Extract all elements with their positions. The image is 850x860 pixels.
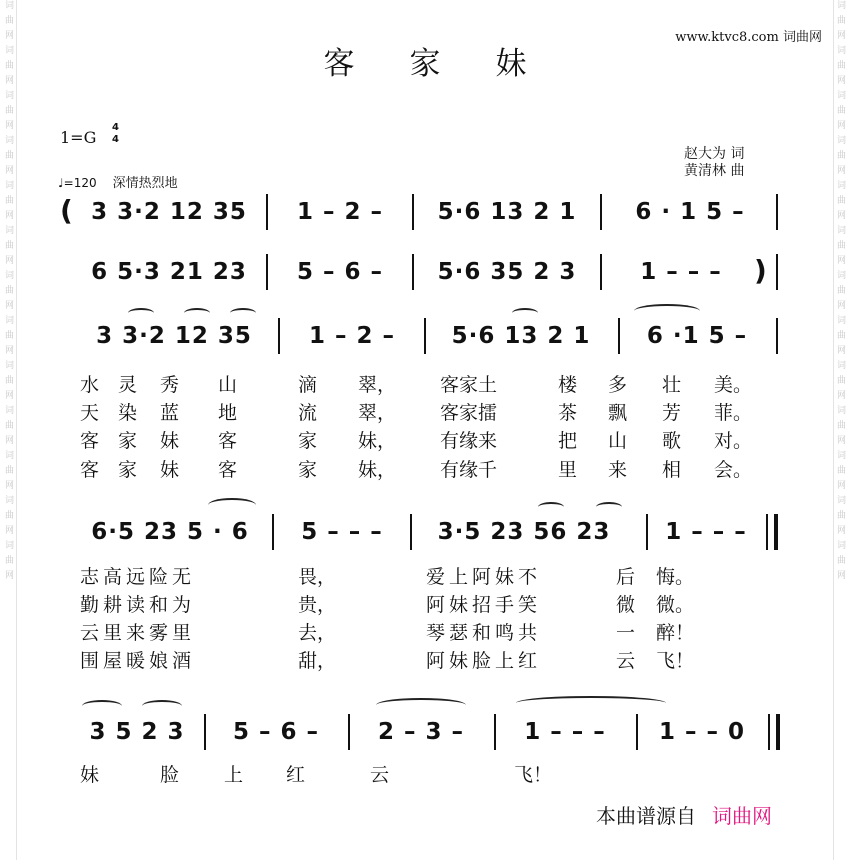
lyric-word: 天	[80, 402, 100, 424]
open-paren: (	[60, 194, 73, 227]
measure: 3 3·2 12 35	[91, 199, 247, 225]
expression-mark: 深情热烈地	[112, 176, 178, 191]
lyric-word: 微。	[656, 594, 695, 616]
measure: 2 – 3 –	[377, 719, 465, 745]
lyric-word: 茶	[558, 402, 578, 424]
bar-line	[266, 254, 268, 290]
site-url[interactable]: www.ktvc8.com	[675, 30, 779, 45]
bar-line	[646, 514, 648, 550]
measure: 5·6 13 2 1	[437, 199, 577, 225]
composer: 黄清林 曲	[684, 163, 745, 179]
measure: 5 – 6 –	[232, 719, 320, 745]
measure: 5·6 13 2 1	[451, 323, 591, 349]
lyric-word: 脸	[160, 764, 180, 786]
side-watermark-right: 词曲网词曲网词曲网词曲网词曲网词曲网词曲网词曲网词曲网词曲网词曲网词曲网词曲网	[833, 0, 848, 860]
bar-line	[776, 254, 778, 290]
measure: 1 – – –	[665, 519, 747, 545]
lyric-word: 飘	[608, 402, 628, 424]
lyric-word: 志高远险无	[80, 566, 196, 588]
lyric-word: 会。	[714, 459, 753, 481]
source-footer	[596, 800, 772, 829]
close-paren: )	[754, 254, 767, 287]
lyric-word: 流	[298, 402, 318, 424]
bar-line	[776, 194, 778, 230]
lyric-word: 地	[218, 402, 238, 424]
key-signature: 1=G	[60, 128, 97, 147]
repeat-bar-line	[766, 514, 778, 550]
lyric-word: 爱上阿妹不	[426, 566, 542, 588]
lyric-word: 云	[616, 650, 636, 672]
lyric-word: 妹	[160, 459, 180, 481]
lyric-word: 客	[80, 430, 100, 452]
measure: 6·5 23 5 · 6	[91, 519, 249, 545]
lyric-word: 客	[218, 430, 238, 452]
lyric-word: 一	[616, 622, 636, 644]
lyric-word: 有缘来	[440, 430, 498, 452]
lyric-word: 染	[118, 402, 138, 424]
bar-line	[636, 714, 638, 750]
measure: 1 – 2 –	[296, 199, 384, 225]
lyric-word: 微	[616, 594, 636, 616]
page-title: 客家妹	[323, 46, 582, 82]
lyric-word: 楼	[558, 374, 578, 396]
lyric-word: 把	[558, 430, 578, 452]
lyric-word: 去，	[298, 622, 337, 644]
lyric-word: 家	[118, 459, 138, 481]
tempo-line	[58, 172, 178, 191]
measure: 1 – 2 –	[308, 323, 396, 349]
meter-top: 4	[112, 122, 119, 133]
bar-line	[410, 514, 412, 550]
notation-line-5	[60, 712, 780, 752]
bar-line	[618, 318, 620, 354]
lyric-word: 翠，	[358, 374, 397, 396]
notation-line-3	[60, 316, 780, 356]
bar-line	[494, 714, 496, 750]
bar-line	[266, 194, 268, 230]
lyric-word: 甜，	[298, 650, 337, 672]
lyric-word: 来	[608, 459, 628, 481]
lyric-word: 后	[616, 566, 636, 588]
slur	[208, 498, 256, 512]
lyric-word: 水	[80, 374, 100, 396]
lyric-word: 客家土	[440, 374, 498, 396]
lyric-word: 红	[286, 764, 306, 786]
lyric-word: 客家擂	[440, 402, 498, 424]
slur	[516, 696, 666, 710]
lyric-word: 畏，	[298, 566, 337, 588]
lyric-word: 蓝	[160, 402, 180, 424]
lyric-word: 阿妹脸上红	[426, 650, 542, 672]
slur	[538, 502, 564, 512]
lyric-word: 悔。	[656, 566, 695, 588]
lyric-word: 秀	[160, 374, 180, 396]
lyric-word: 云里来雾里	[80, 622, 196, 644]
bar-line	[348, 714, 350, 750]
bar-line	[600, 254, 602, 290]
slur	[596, 502, 622, 512]
measure: 3 3·2 12 35	[96, 323, 252, 349]
lyric-word: 飞！	[656, 650, 695, 672]
lyric-word: 翠，	[358, 402, 397, 424]
lyric-word: 飞！	[514, 764, 553, 786]
lyric-word: 歌	[662, 430, 682, 452]
lyric-word: 上	[224, 764, 244, 786]
measure: 3 5 2 3	[89, 719, 185, 745]
bar-line	[412, 194, 414, 230]
measure: 5 – 6 –	[296, 259, 384, 285]
bar-line	[278, 318, 280, 354]
lyric-word: 妹，	[358, 430, 397, 452]
lyric-word: 有缘千	[440, 459, 498, 481]
measure: 6 · 1 5 –	[635, 199, 745, 225]
lyric-word: 滴	[298, 374, 318, 396]
slur	[376, 698, 466, 712]
final-bar-line	[768, 714, 780, 750]
measure: 5 – – –	[301, 519, 383, 545]
time-signature	[112, 122, 119, 146]
lyric-word: 客	[218, 459, 238, 481]
lyric-word: 相	[662, 459, 682, 481]
slur	[82, 700, 122, 712]
measure: 5·6 35 2 3	[437, 259, 577, 285]
measure: 6 5·3 21 23	[91, 259, 247, 285]
lyric-word: 围屋暖娘酒	[80, 650, 196, 672]
notation-line-1	[60, 192, 780, 232]
lyric-word: 山	[218, 374, 238, 396]
bar-line	[424, 318, 426, 354]
bar-line	[272, 514, 274, 550]
lyric-word: 壮	[662, 374, 682, 396]
lyric-word: 美。	[714, 374, 753, 396]
lyric-word: 灵	[118, 374, 138, 396]
lyric-word: 菲。	[714, 402, 753, 424]
measure: 6 ·1 5 –	[646, 323, 748, 349]
site-brand[interactable]: 词曲网	[782, 30, 822, 45]
lyric-word: 家	[298, 459, 318, 481]
meter-bottom: 4	[112, 134, 119, 145]
lyric-word: 对。	[714, 430, 753, 452]
lyricist: 赵大为 词	[684, 146, 745, 162]
source-label: 本曲谱源自	[596, 804, 696, 828]
lyric-word: 勤耕读和为	[80, 594, 196, 616]
lyric-word: 妹，	[358, 459, 397, 481]
lyric-word: 妹	[80, 764, 100, 786]
source-brand-link[interactable]: 词曲网	[712, 804, 772, 828]
lyric-word: 家	[118, 430, 138, 452]
lyric-word: 琴瑟和鸣共	[426, 622, 542, 644]
bar-line	[776, 318, 778, 354]
lyric-word: 山	[608, 430, 628, 452]
lyric-word: 芳	[662, 402, 682, 424]
bar-line	[600, 194, 602, 230]
lyric-word: 妹	[160, 430, 180, 452]
lyric-word: 家	[298, 430, 318, 452]
lyric-word: 醉！	[656, 622, 695, 644]
lyric-word: 客	[80, 459, 100, 481]
measure: 1 – – 0	[658, 719, 746, 745]
slur	[142, 700, 182, 712]
credits	[684, 146, 744, 180]
lyric-word: 阿妹招手笑	[426, 594, 542, 616]
bar-line	[204, 714, 206, 750]
lyric-word: 里	[558, 459, 578, 481]
side-watermark-left: 词曲网词曲网词曲网词曲网词曲网词曲网词曲网词曲网词曲网词曲网词曲网词曲网词曲网	[2, 0, 17, 860]
notation-line-2	[60, 252, 780, 292]
tempo-mark: ♩=120	[58, 176, 97, 190]
notation-line-4	[60, 512, 780, 552]
lyric-word: 云	[370, 764, 390, 786]
bar-line	[412, 254, 414, 290]
measure: 1 – – –	[524, 719, 606, 745]
lyric-word: 贵，	[298, 594, 337, 616]
measure: 1 – – –	[640, 259, 722, 285]
lyric-word: 多	[608, 374, 628, 396]
measure: 3·5 23 56 23	[437, 519, 611, 545]
